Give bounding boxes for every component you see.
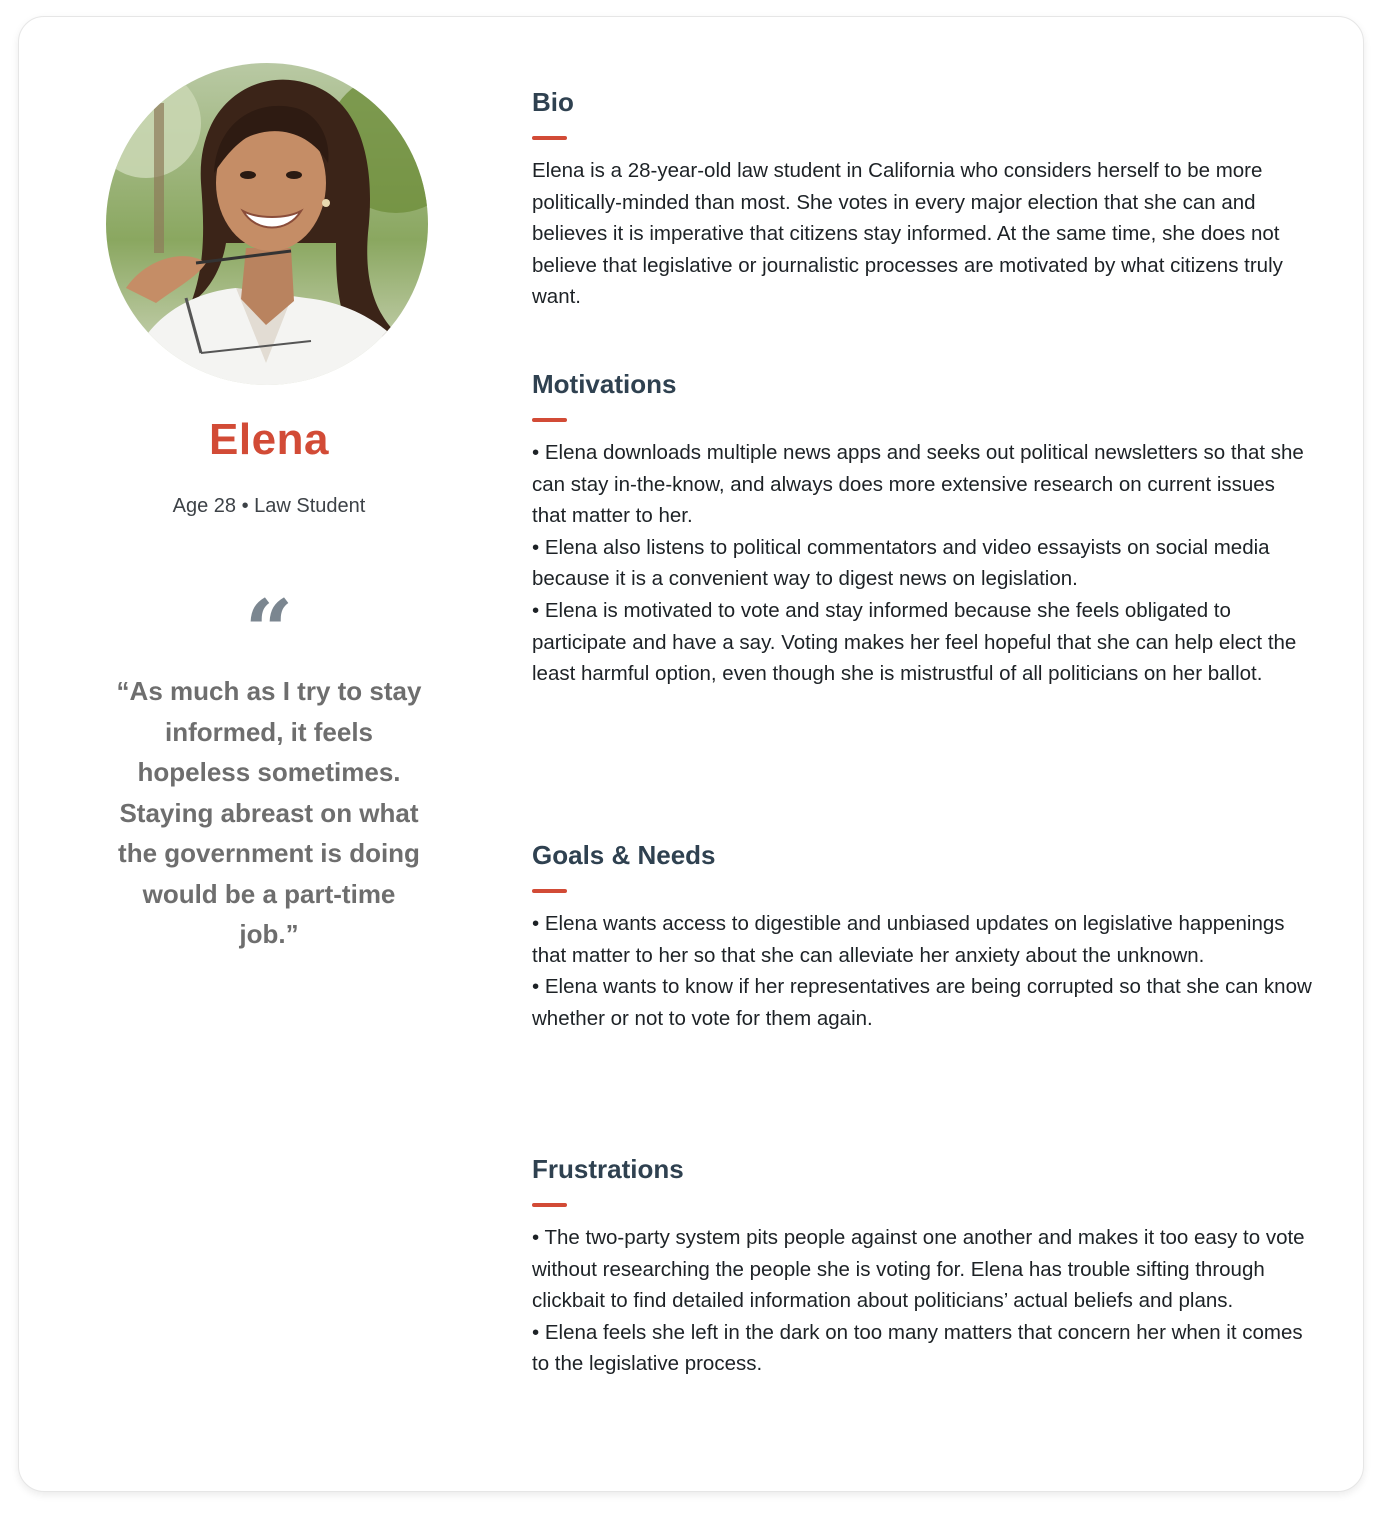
- section-accent-rule: [532, 1203, 567, 1207]
- goals-section: [532, 838, 1312, 1034]
- section-title: Motivations: [532, 369, 677, 399]
- section-accent-rule: [532, 136, 567, 140]
- bio-paragraph: Elena is a 28-year-old law student in California who considers herself to be more politically-minded than most. She votes in every major election that she can and believes it is imperative that citizens stay informed. At the same time, she does not believe that legislative or journalistic processes are motivated by what citizens truly want.: [532, 159, 1283, 309]
- persona-meta: Age 28 • Law Student: [172, 495, 366, 517]
- persona-name: Elena: [209, 415, 329, 464]
- section-body: [532, 155, 1312, 313]
- list-item: • The two-party system pits people against one another and makes it too easy to vote without researching the people she is voting for. Elena has trouble sifting through clickbait to find detailed information about politicians’ actual beliefs and plans.: [532, 1226, 1305, 1313]
- section-title: Bio: [532, 87, 574, 117]
- list-item: • Elena feels she left in the dark on too many matters that concern her when it comes to the legislative process.: [532, 1320, 1303, 1376]
- section-accent-rule: [532, 418, 567, 422]
- bio-section: [532, 85, 1312, 313]
- persona-quote: “As much as I try to stay informed, it feels hopeless sometimes. Staying abreast on what the government is doing would be a part-time job.”: [116, 676, 422, 949]
- list-item: • Elena wants access to digestible and unbiased updates on legislative happenings that matter to her so that she can alleviate her anxiety about the unknown.: [532, 912, 1285, 967]
- section-body: [532, 908, 1312, 1034]
- frustrations-section: [532, 1152, 1312, 1380]
- section-body: [532, 1222, 1312, 1380]
- persona-card: [18, 16, 1364, 1492]
- avatar-photo: [106, 63, 428, 385]
- section-accent-rule: [532, 889, 567, 893]
- quote-icon: “: [244, 581, 294, 680]
- list-item: • Elena is motivated to vote and stay informed because she feels obligated to participate and have a say. Voting makes her feel hopeful that she can help elect the least harmful option, even though she is mistrustful of all politicians on her ballot.: [532, 598, 1297, 686]
- section-title: Frustrations: [532, 1154, 684, 1184]
- list-item: • Elena downloads multiple news apps and seeks out political newsletters so that she can stay in-the-know, and always does more extensive research on current issues that matter to her.: [532, 441, 1304, 528]
- list-item: • Elena also listens to political commentators and video essayists on social media because it is a convenient way to digest news on legislation.: [532, 535, 1270, 591]
- list-item: • Elena wants to know if her representatives are being corrupted so that she can know whether or not to vote for them again.: [532, 975, 1312, 1030]
- persona-profile-column: [19, 17, 519, 1491]
- avatar: [106, 63, 428, 385]
- section-body: [532, 437, 1312, 690]
- motivations-section: [532, 367, 1312, 690]
- section-title: Goals & Needs: [532, 840, 716, 870]
